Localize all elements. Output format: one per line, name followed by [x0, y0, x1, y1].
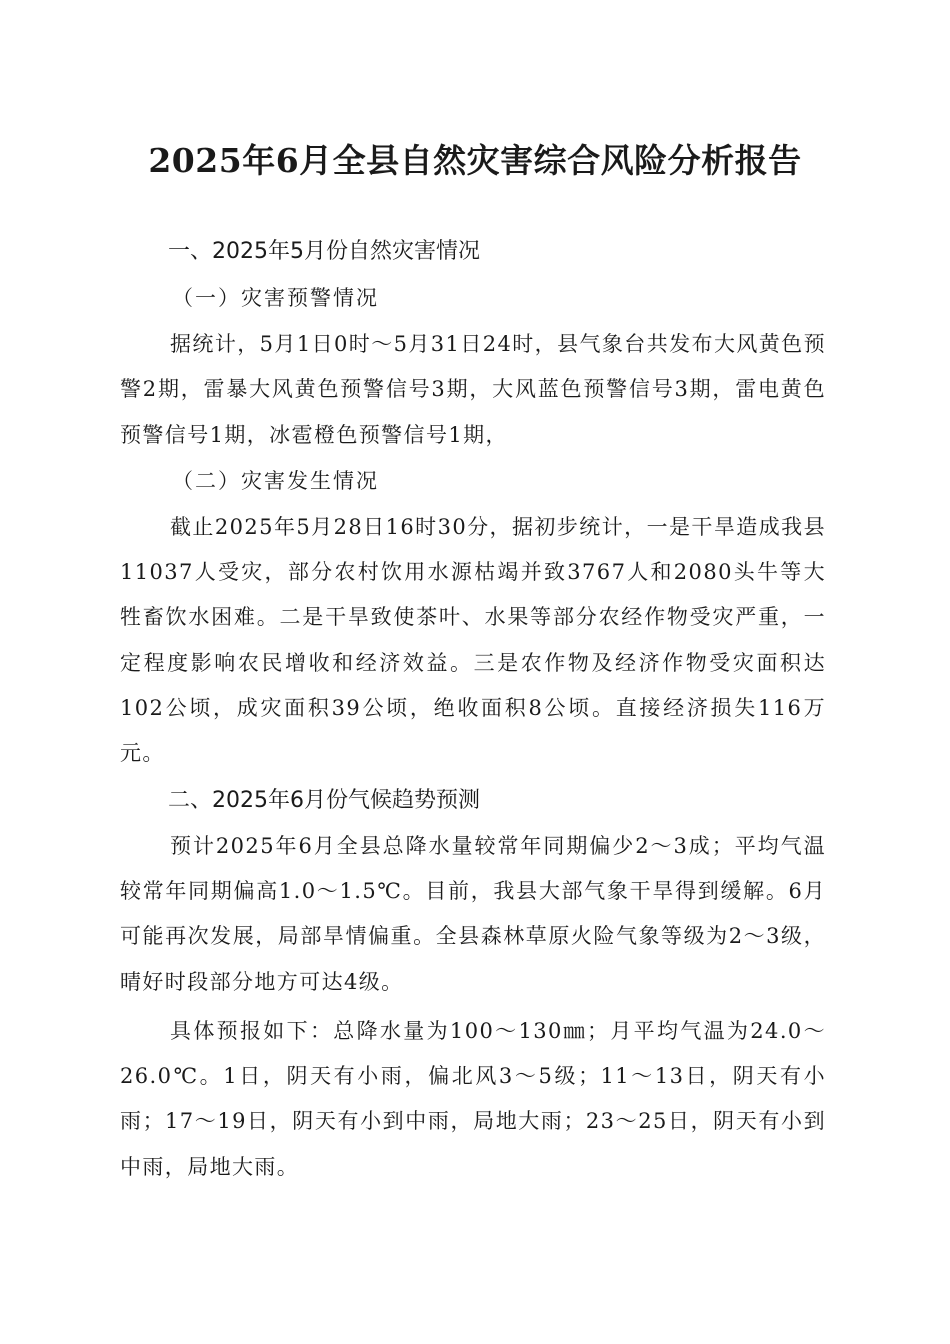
subsection-heading-warnings: （一）灾害预警情况 — [172, 286, 379, 310]
section-heading-june-forecast: 二、2025年6月份气候趋势预测 — [168, 787, 480, 813]
paragraph-forecast-details: 具体预报如下：总降水量为100～130㎜；月平均气温为24.0～26.0℃。1日，阴天有小雨，偏北风3～5级；11～13日，阴天有小雨；17～19日，阴天有小到中雨，局地大雨；23～25日，阴天有小到中雨，局地大雨。 — [120, 1018, 826, 1179]
document-body — [120, 228, 826, 1190]
paragraph-warnings: 据统计，5月1日0时～5月31日24时，县气象台共发布大风黄色预警2期，雷暴大风黄色预警信号3期，大风蓝色预警信号3期，雷电黄色预警信号1期，冰雹橙色预警信号1期， — [120, 332, 826, 447]
paragraph-occurrences: 截止2025年5月28日16时30分，据初步统计，一是干旱造成我县11037人受灾，部分农村饮用水源枯竭并致3767人和2080头牛等大牲畜饮水困难。二是干旱致使茶叶、水果等部分农经作物受灾严重，一定程度影响农民增收和经济效益。三是农作物及经济作物受灾面积达102公顷，成灾面积39公顷，绝收面积8公顷。直接经济损失116万元。 — [120, 514, 826, 766]
paragraph-forecast-summary: 预计2025年6月全县总降水量较常年同期偏少2～3成；平均气温较常年同期偏高1.0～1.5℃。目前，我县大部气象干旱得到缓解。6月可能再次发展，局部旱情偏重。全县森林草原火险气象等级为2～3级，晴好时段部分地方可达4级。 — [120, 833, 826, 994]
subsection-heading-occurrences: （二）灾害发生情况 — [172, 468, 379, 493]
document-title: 2025年6月全县自然灾害综合风险分析报告 — [148, 141, 802, 180]
section-heading-may-disasters: 一、2025年5月份自然灾害情况 — [168, 239, 480, 264]
